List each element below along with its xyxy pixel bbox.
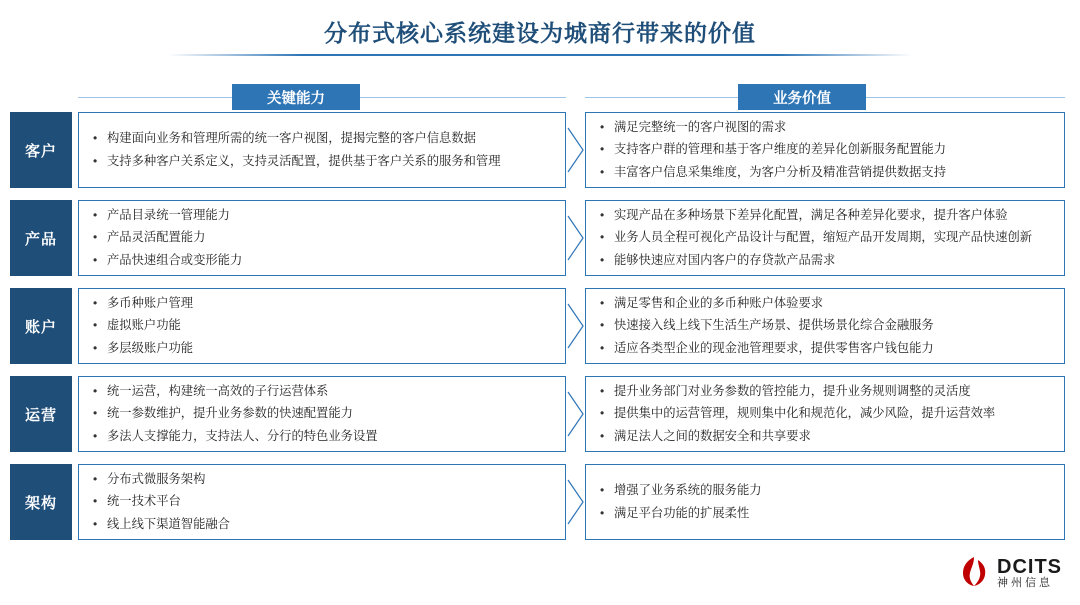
bullet-dot-icon: • bbox=[93, 516, 98, 531]
value-panel bbox=[585, 288, 1065, 364]
bullet-text: 产品目录统一管理能力 bbox=[107, 208, 230, 223]
bullet-item bbox=[93, 515, 555, 534]
bullet-item bbox=[600, 251, 1054, 270]
bullet-text: 多币种账户管理 bbox=[107, 296, 194, 311]
bullet-dot-icon: • bbox=[93, 494, 98, 509]
bullet-dot-icon: • bbox=[600, 406, 605, 421]
bullet-item bbox=[600, 140, 1054, 159]
bullet-text: 能够快速应对国内客户的存贷款产品需求 bbox=[614, 252, 836, 267]
bullet-text: 线上线下渠道智能融合 bbox=[107, 516, 230, 531]
bullet-item bbox=[93, 492, 555, 511]
diagram-row bbox=[0, 288, 1080, 364]
bullet-text: 统一运营，构建统一高效的子行运营体系 bbox=[107, 384, 329, 399]
capability-panel bbox=[78, 112, 566, 188]
bullet-text: 满足零售和企业的多币种账户体验要求 bbox=[614, 296, 824, 311]
value-panel bbox=[585, 464, 1065, 540]
bullet-dot-icon: • bbox=[600, 142, 605, 157]
bullet-item bbox=[93, 470, 555, 489]
page-title bbox=[0, 8, 1080, 54]
diagram-row bbox=[0, 464, 1080, 540]
bullet-dot-icon: • bbox=[93, 153, 98, 168]
bullet-item bbox=[600, 339, 1054, 358]
bullet-item bbox=[93, 228, 555, 247]
bullet-dot-icon: • bbox=[93, 384, 98, 399]
row-label-text: 账户 bbox=[24, 318, 57, 336]
bullet-dot-icon: • bbox=[93, 208, 98, 223]
page-title-text: 分布式核心系统建设为城商行带来的价值 bbox=[324, 19, 756, 46]
bullet-text: 多层级账户功能 bbox=[107, 340, 194, 355]
chevron-right-icon bbox=[566, 200, 586, 276]
bullet-item bbox=[600, 228, 1054, 247]
capability-panel bbox=[78, 376, 566, 452]
bullet-dot-icon: • bbox=[600, 340, 605, 355]
right-column-header bbox=[738, 84, 866, 110]
chevron-right-icon bbox=[566, 112, 586, 188]
bullet-dot-icon: • bbox=[600, 296, 605, 311]
bullet-text: 满足平台功能的扩展柔性 bbox=[614, 505, 750, 520]
bullet-dot-icon: • bbox=[93, 472, 98, 487]
bullet-text: 满足法人之间的数据安全和共享要求 bbox=[614, 428, 811, 443]
bullet-item bbox=[600, 316, 1054, 335]
chevron-right-icon bbox=[566, 464, 586, 540]
bullet-item bbox=[600, 206, 1054, 225]
bullet-item bbox=[93, 382, 555, 401]
bullet-text: 增强了业务系统的服务能力 bbox=[614, 483, 762, 498]
row-label-1 bbox=[10, 200, 72, 276]
bullet-item bbox=[93, 251, 555, 270]
bullet-text: 统一技术平台 bbox=[107, 494, 181, 509]
bullet-dot-icon: • bbox=[600, 428, 605, 443]
bullet-text: 构建面向业务和管理所需的统一客户视图，提揭完整的客户信息数据 bbox=[107, 131, 476, 146]
bullet-item bbox=[600, 404, 1054, 423]
bullet-text: 提供集中的运营管理，规则集中化和规范化，减少风险，提升运营效率 bbox=[614, 406, 996, 421]
bullet-dot-icon: • bbox=[93, 406, 98, 421]
row-label-2 bbox=[10, 288, 72, 364]
bullet-text: 实现产品在多种场景下差异化配置，满足各种差异化要求，提升客户体验 bbox=[614, 208, 1008, 223]
row-label-text: 运营 bbox=[24, 406, 57, 424]
bullet-text: 统一参数维护，提升业务参数的快速配置能力 bbox=[107, 406, 353, 421]
bullet-dot-icon: • bbox=[600, 120, 605, 135]
bullet-text: 虚拟账户功能 bbox=[107, 318, 181, 333]
bullet-dot-icon: • bbox=[600, 384, 605, 399]
dcits-logo-icon bbox=[957, 554, 991, 593]
bullet-dot-icon: • bbox=[600, 483, 605, 498]
bullet-item bbox=[93, 427, 555, 446]
bullet-item bbox=[93, 152, 555, 171]
value-panel bbox=[585, 200, 1065, 276]
row-label-4 bbox=[10, 464, 72, 540]
bullet-dot-icon: • bbox=[600, 164, 605, 179]
bullet-text: 多法人支撑能力，支持法人、分行的特色业务设置 bbox=[107, 428, 378, 443]
bullet-text: 支持客户群的管理和基于客户维度的差异化创新服务配置能力 bbox=[614, 142, 947, 157]
bullet-item bbox=[600, 163, 1054, 182]
bullet-text: 产品快速组合或变形能力 bbox=[107, 252, 243, 267]
bullet-text: 业务人员全程可视化产品设计与配置，缩短产品开发周期，实现产品快速创新 bbox=[614, 230, 1033, 245]
bullet-item bbox=[93, 404, 555, 423]
bullet-dot-icon: • bbox=[93, 296, 98, 311]
bullet-item bbox=[600, 427, 1054, 446]
bullet-dot-icon: • bbox=[93, 318, 98, 333]
bullet-item bbox=[600, 382, 1054, 401]
row-label-text: 产品 bbox=[24, 230, 57, 248]
bullet-text: 支持多种客户关系定义，支持灵活配置，提供基于客户关系的服务和管理 bbox=[107, 153, 501, 168]
bullet-text: 满足完整统一的客户视图的需求 bbox=[614, 120, 787, 135]
bullet-text: 适应各类型企业的现金池管理要求，提供零售客户钱包能力 bbox=[614, 340, 934, 355]
diagram-row bbox=[0, 200, 1080, 276]
bullet-text: 丰富客户信息采集维度，为客户分析及精准营销提供数据支持 bbox=[614, 164, 947, 179]
bullet-dot-icon: • bbox=[600, 318, 605, 333]
bullet-dot-icon: • bbox=[93, 252, 98, 267]
right-column-header-label: 业务价值 bbox=[773, 90, 831, 107]
chevron-right-icon bbox=[566, 288, 586, 364]
bullet-item bbox=[93, 129, 555, 148]
bullet-text: 产品灵活配置能力 bbox=[107, 230, 206, 245]
capability-panel bbox=[78, 464, 566, 540]
logo-sub-text: 神州信息 bbox=[997, 577, 1053, 590]
bullet-item bbox=[600, 118, 1054, 137]
bullet-dot-icon: • bbox=[93, 230, 98, 245]
bullet-text: 分布式微服务架构 bbox=[107, 472, 206, 487]
chevron-right-icon bbox=[566, 376, 586, 452]
bullet-dot-icon: • bbox=[600, 252, 605, 267]
capability-panel bbox=[78, 200, 566, 276]
diagram-row bbox=[0, 112, 1080, 188]
bullet-dot-icon: • bbox=[93, 340, 98, 355]
bullet-item bbox=[93, 316, 555, 335]
capability-panel bbox=[78, 288, 566, 364]
bullet-item bbox=[93, 339, 555, 358]
bullet-dot-icon: • bbox=[600, 208, 605, 223]
bullet-dot-icon: • bbox=[600, 230, 605, 245]
row-label-3 bbox=[10, 376, 72, 452]
left-column-header-label: 关键能力 bbox=[267, 90, 325, 107]
bullet-dot-icon: • bbox=[93, 428, 98, 443]
value-panel bbox=[585, 112, 1065, 188]
value-panel bbox=[585, 376, 1065, 452]
logo-main-text: DCITS bbox=[997, 556, 1062, 579]
bullet-item bbox=[600, 504, 1054, 523]
left-column-header bbox=[232, 84, 360, 110]
row-label-0 bbox=[10, 112, 72, 188]
bullet-dot-icon: • bbox=[600, 505, 605, 520]
bullet-item bbox=[93, 206, 555, 225]
logo bbox=[957, 554, 1062, 593]
bullet-item bbox=[93, 294, 555, 313]
title-divider bbox=[168, 54, 912, 56]
bullet-text: 快速接入线上线下生活生产场景、提供场景化综合金融服务 bbox=[614, 318, 934, 333]
bullet-item bbox=[600, 481, 1054, 500]
bullet-text: 提升业务部门对业务参数的管控能力，提升业务规则调整的灵活度 bbox=[614, 384, 971, 399]
bullet-item bbox=[600, 294, 1054, 313]
diagram-row bbox=[0, 376, 1080, 452]
bullet-dot-icon: • bbox=[93, 131, 98, 146]
row-label-text: 客户 bbox=[24, 142, 57, 160]
row-label-text: 架构 bbox=[24, 494, 57, 512]
